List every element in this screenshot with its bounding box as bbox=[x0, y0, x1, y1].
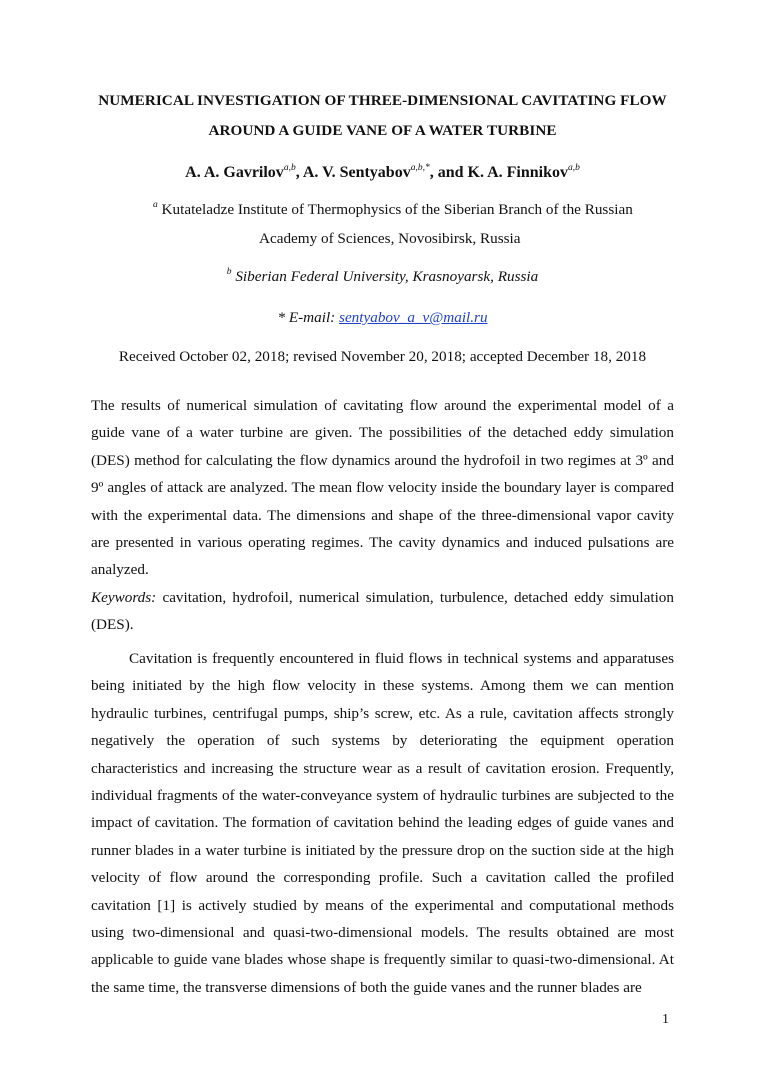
body-paragraph: Cavitation is frequently encountered in fluid flows in technical systems and apparatuses being initiated by the high flow velocity in these systems. Among them we can mention hydraulic turbines, centrifugal pumps, ship’s screw, etc. As a rule, cavitation affects strongly negatively the operation of such systems by deteriorating the equipment operation characteristics and increasing the structure wear as a result of cavitation erosion. Frequently, individual fragments of the water-conveyance system of hydraulic turbines are subjected to the impact of cavitation. The formation of cavitation behind the leading edges of guide vanes and runner blades in a water turbine is initiated by the pressure drop on the suction side at the high velocity of flow around the corresponding profile. Such a cavitation called the profiled cavitation [1] is actively studied by means of the experimental and computational methods using two-dimensional and quasi-two-dimensional models. The results obtained are most applicable to guide vane blades whose shape is frequently similar to quasi-two-dimensional. At the same time, the transverse dimensions of both the guide vanes and the runner blades are bbox=[91, 650, 674, 996]
corresponding-email bbox=[91, 307, 674, 329]
abstract: The results of numerical simulation of cavitating flow around the experimental model of a guide vane of a water turbine are given. The possibilities of the detached eddy simulation (DES) method for calculating the flow dynamics around the hydrofoil in two regimes at 3º and 9º angles of attack are analyzed. The mean flow velocity inside the boundary layer is compared with the experimental data. The dimensions and shape of the three-dimensional vapor cavity are presented in various operating regimes. The cavity dynamics and induced pulsations are analyzed. bbox=[91, 397, 674, 579]
affiliation-a-line-1 bbox=[153, 195, 673, 224]
title-line-2: AROUND A GUIDE VANE OF A WATER TURBINE bbox=[208, 122, 557, 139]
affiliation-mark: b bbox=[226, 267, 232, 277]
affiliation-b-text: Siberian Federal University, Krasnoyarsk, Russia bbox=[231, 268, 539, 285]
email-label: * E-mail: bbox=[277, 309, 340, 326]
author-name: K. A. Finnikov bbox=[467, 164, 568, 181]
affiliation-mark: a bbox=[153, 200, 158, 210]
author-separator: , bbox=[295, 164, 303, 181]
affiliation-a-text-1: Kutateladze Institute of Thermophysics of the Siberian Branch of the Russian bbox=[157, 201, 633, 218]
keywords-label: Keywords: bbox=[91, 589, 157, 606]
keywords-text: cavitation, hydrofoil, numerical simulation, turbulence, detached eddy simulation (DES). bbox=[91, 589, 674, 634]
paper-title bbox=[91, 86, 674, 146]
author-affiliation-mark: a,b,* bbox=[410, 163, 430, 173]
author-list bbox=[91, 163, 674, 183]
email-link[interactable]: sentyabov_a_v@mail.ru bbox=[339, 309, 488, 326]
author-affiliation-mark: a,b bbox=[283, 163, 296, 173]
affiliation-a-line-2: Academy of Sciences, Novosibirsk, Russia bbox=[259, 230, 521, 247]
received-dates: Received October 02, 2018; revised November 20, 2018; accepted December 18, 2018 bbox=[118, 348, 647, 365]
affiliation-a bbox=[153, 195, 673, 253]
author-affiliation-mark: a,b bbox=[567, 163, 580, 173]
paper-page bbox=[91, 0, 674, 1080]
author-name: A. V. Sentyabov bbox=[302, 164, 411, 181]
author-separator: , and bbox=[429, 164, 468, 181]
title-line-1: NUMERICAL INVESTIGATION OF THREE-DIMENSIONAL CAVITATING FLOW bbox=[98, 92, 667, 109]
author-name: A. A. Gavrilov bbox=[185, 164, 284, 181]
affiliation-b bbox=[91, 262, 674, 291]
page-number: 1 bbox=[662, 1012, 669, 1027]
keywords bbox=[91, 584, 674, 639]
